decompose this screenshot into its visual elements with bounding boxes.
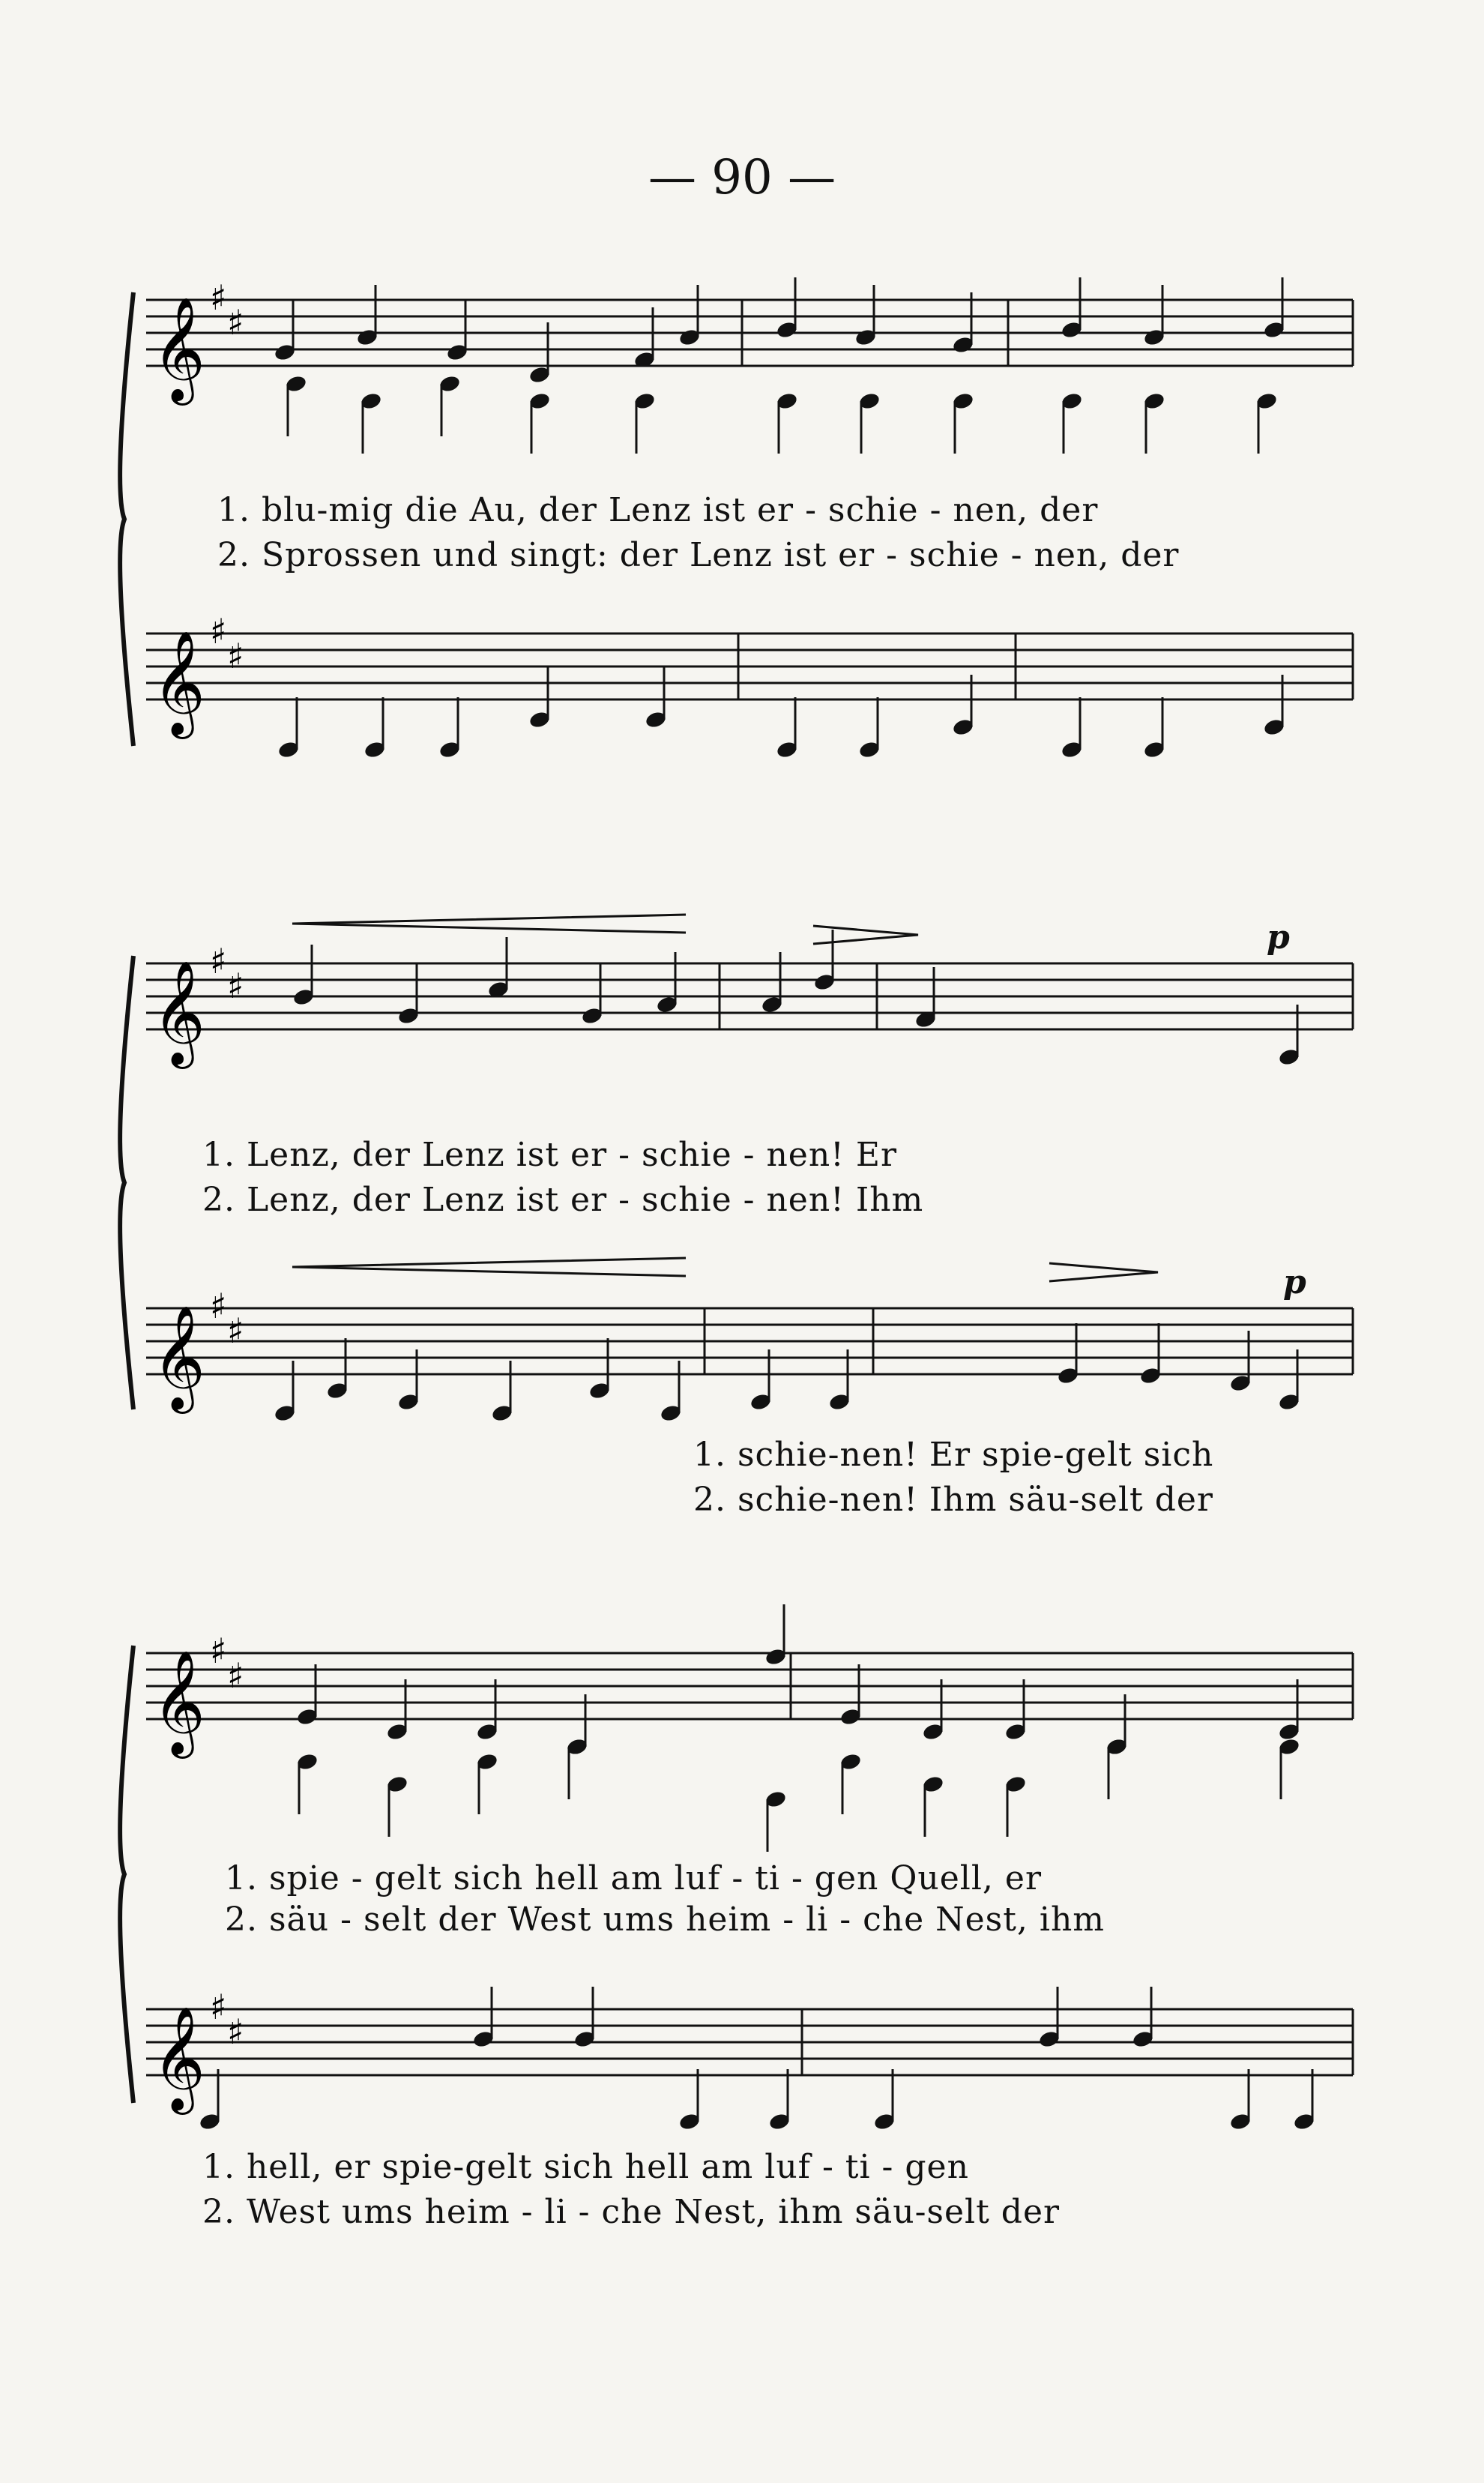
system-brace xyxy=(120,956,133,1409)
lyric-line: 2. West ums heim - li - che Nest, ihm säu-selt der xyxy=(202,2193,1061,2231)
treble-clef-icon: 𝄞 xyxy=(152,297,205,401)
sharp-icon: ♯ xyxy=(227,966,244,1007)
sharp-icon: ♯ xyxy=(227,2011,244,2053)
treble-clef-icon: 𝄞 xyxy=(152,960,205,1065)
sharp-icon: ♯ xyxy=(210,277,227,319)
treble-clef-icon: 𝄞 xyxy=(152,1650,205,1754)
lyric-line: 2. säu - selt der West ums heim - li - che Nest, ihm xyxy=(225,1900,1105,1939)
lyric-line: 1. blu-mig die Au, der Lenz ist er - schie - nen, der xyxy=(217,491,1099,529)
sharp-icon: ♯ xyxy=(227,1310,244,1352)
decrescendo-hairpin xyxy=(813,926,918,944)
sharp-icon: ♯ xyxy=(210,941,227,982)
sharp-icon: ♯ xyxy=(210,611,227,652)
system-brace xyxy=(120,292,133,746)
treble-clef-icon: 𝄞 xyxy=(152,630,205,735)
crescendo-hairpin xyxy=(292,915,686,933)
lyric-line: 1. Lenz, der Lenz ist er - schie - nen! Er xyxy=(202,1136,897,1174)
lyric-line: 2. schie-nen! Ihm säu-selt der xyxy=(693,1481,1213,1519)
sharp-icon: ♯ xyxy=(227,636,244,677)
lyric-line: 2. Lenz, der Lenz ist er - schie - nen! Ihm xyxy=(202,1181,924,1219)
page-number: — 90 — xyxy=(648,150,836,205)
treble-clef-icon: 𝄞 xyxy=(152,1305,205,1409)
sharp-icon: ♯ xyxy=(227,1655,244,1697)
treble-clef-icon: 𝄞 xyxy=(152,2006,205,2110)
system-brace xyxy=(120,1646,133,2103)
crescendo-hairpin xyxy=(292,1258,686,1276)
sharp-icon: ♯ xyxy=(210,1987,227,2028)
lyric-line: 2. Sprossen und singt: der Lenz ist er - schie - nen, der xyxy=(217,536,1180,574)
decrescendo-hairpin xyxy=(1049,1263,1158,1281)
dynamic-marking: p xyxy=(1267,918,1290,957)
lyric-line: 1. hell, er spie-gelt sich hell am luf - ti - gen xyxy=(202,2148,969,2186)
lyric-line: 1. spie - gelt sich hell am luf - ti - gen Quell, er xyxy=(225,1859,1042,1897)
sharp-icon: ♯ xyxy=(227,302,244,343)
sharp-icon: ♯ xyxy=(210,1631,227,1672)
dynamic-marking: p xyxy=(1283,1263,1306,1301)
lyric-line: 1. schie-nen! Er spie-gelt sich xyxy=(693,1436,1214,1474)
sharp-icon: ♯ xyxy=(210,1286,227,1327)
